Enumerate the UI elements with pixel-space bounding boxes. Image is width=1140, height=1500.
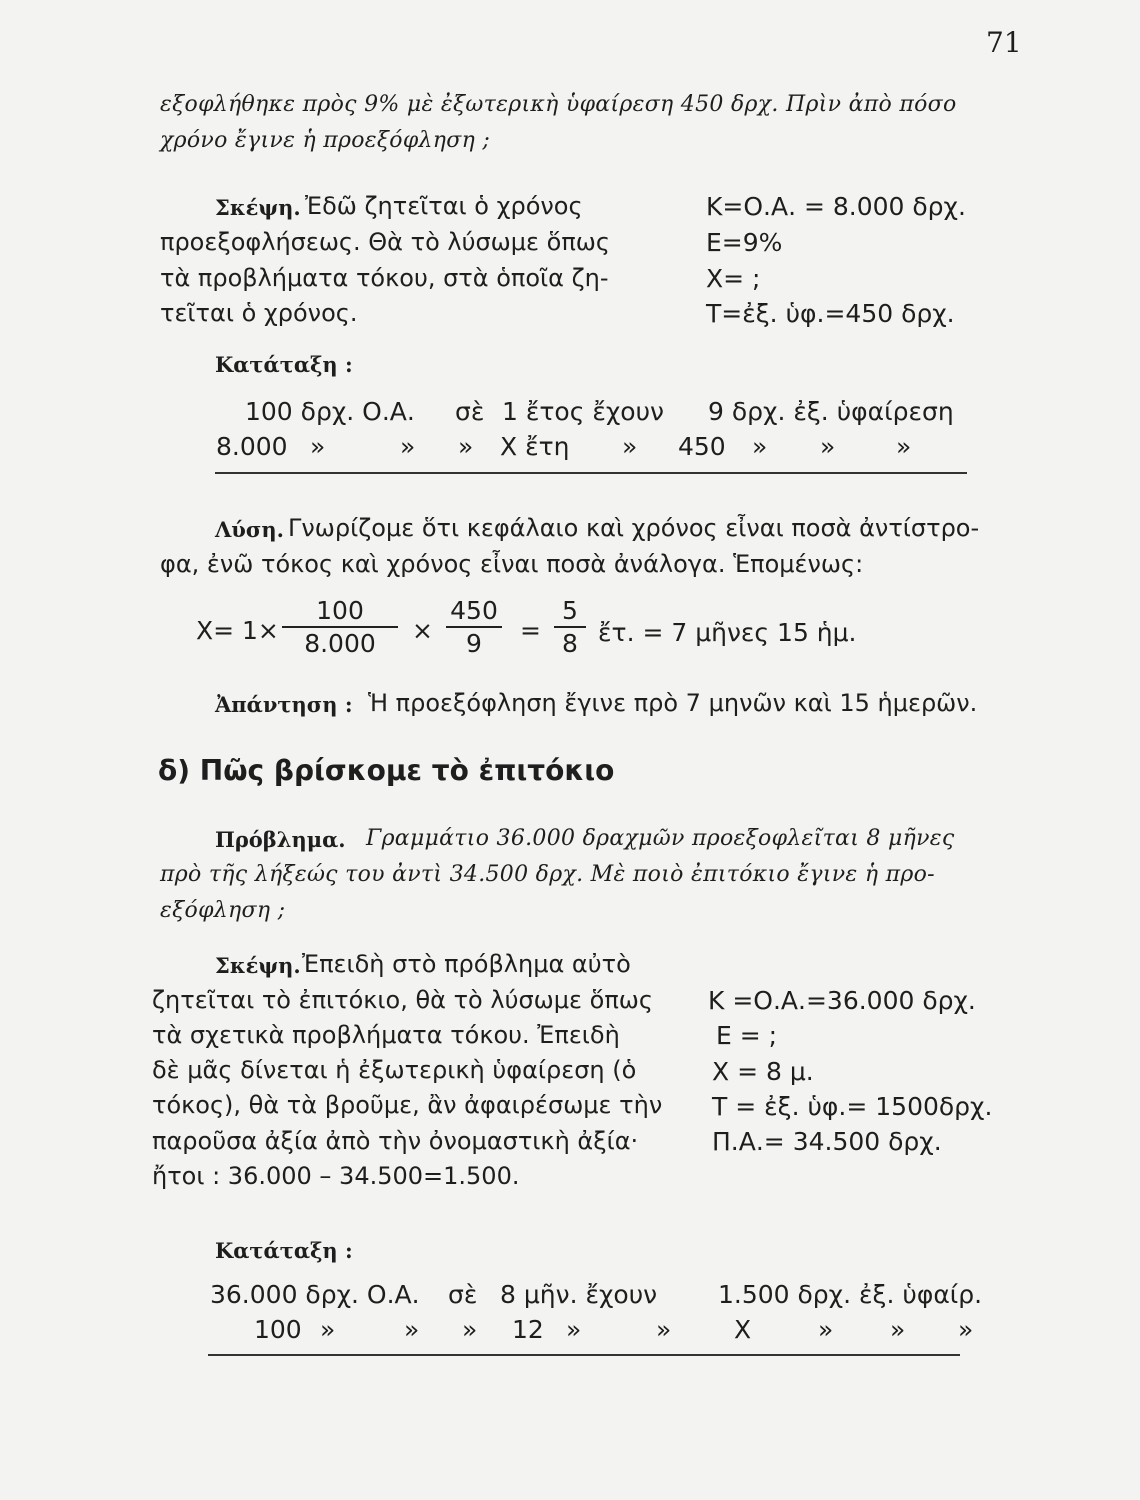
arrangement-1-row-2-e: Χ ἔτη xyxy=(500,432,570,461)
arrangement-1-row-1-b: σὲ xyxy=(455,397,485,426)
arrangement-2-rule xyxy=(208,1354,960,1356)
arrangement-1-row-2-a: 8.000 xyxy=(216,432,288,461)
thought-2-given-time: Χ = 8 μ. xyxy=(712,1057,814,1086)
arrangement-1-label: Κατάταξη : xyxy=(215,352,353,377)
thought-2-line-7: ἤτοι : 36.000 – 34.500=1.500. xyxy=(152,1162,520,1190)
arrangement-1-row-2-b: » xyxy=(310,432,326,461)
arrangement-1-row-1-c: 1 ἔτος ἔχουν xyxy=(502,397,665,426)
formula-lhs: Χ= 1× xyxy=(196,616,279,645)
thought-1-given-discount: Τ=ἐξ. ὑφ.=450 δρχ. xyxy=(706,299,955,328)
thought-2-line-6: παροῦσα ἀξία ἀπὸ τὴν ὀνομαστικὴ ἀξία· xyxy=(152,1127,639,1155)
thought-2-line-2: ζητεῖται τὸ ἐπιτόκιο, θὰ τὸ λύσωμε ὅπως xyxy=(152,986,653,1014)
thought-2-given-capital: Κ =Ο.Α.=36.000 δρχ. xyxy=(708,986,976,1015)
arrangement-2-row-2-h: Χ xyxy=(734,1315,752,1344)
thought-1-given-capital: Κ=Ο.Α. = 8.000 δρχ. xyxy=(706,192,966,221)
answer-label: Ἀπάντηση : xyxy=(215,692,353,717)
arrangement-2-row-2-b: » xyxy=(320,1315,336,1344)
thought-1-line-2: προεξοφλήσεως. Θὰ τὸ λύσωμε ὅπως xyxy=(160,228,610,256)
page-number: 71 xyxy=(986,26,1022,59)
intro-line-1: εξοφλήθηκε πρὸς 9% μὲ ἐξωτερικὴ ὑφαίρεση 450 δρχ. Πρὶν ἀπὸ πόσο xyxy=(160,92,957,117)
fraction-3-numerator: 5 xyxy=(554,596,586,628)
arrangement-1-row-2-f: » xyxy=(622,432,638,461)
arrangement-2-row-2-j: » xyxy=(890,1315,906,1344)
arrangement-2-row-1-a: 36.000 δρχ. Ο.Α. xyxy=(210,1280,420,1309)
arrangement-2-row-2-e: 12 xyxy=(512,1315,544,1344)
arrangement-1-rule xyxy=(215,472,967,474)
fraction-3-denominator: 8 xyxy=(562,629,578,658)
formula-fraction-2 xyxy=(446,596,502,660)
formula-fraction-1 xyxy=(282,596,398,660)
thought-1-given-time: Χ= ; xyxy=(706,264,761,293)
formula-times: × xyxy=(412,616,433,645)
thought-1-label: Σκέψη. xyxy=(215,195,301,220)
answer-text: Ἡ προεξόφληση ἔγινε πρὸ 7 μηνῶν καὶ 15 ἡμερῶν. xyxy=(368,689,978,717)
fraction-1-denominator: 8.000 xyxy=(304,629,376,658)
thought-2-given-rate: Ε = ; xyxy=(716,1021,778,1050)
solution-line-1: Γνωρίζομε ὅτι κεφάλαιο καὶ χρόνος εἶναι ποσὰ ἀντίστρο- xyxy=(288,514,980,542)
arrangement-2-row-2-i: » xyxy=(818,1315,834,1344)
formula-fraction-3 xyxy=(554,596,586,660)
arrangement-1-row-2-c: » xyxy=(400,432,416,461)
thought-2-line-3: τὰ σχετικὰ προβλήματα τόκου. Ἐπειδὴ xyxy=(152,1021,620,1049)
problem-line-2: πρὸ τῆς λήξεώς του ἀντὶ 34.500 δρχ. Μὲ ποιὸ ἐπιτόκιο ἔγινε ἡ προ- xyxy=(160,862,935,887)
thought-1-line-3: τὰ προβλήματα τόκου, στὰ ὁποῖα ζη- xyxy=(160,264,609,292)
thought-2-line-5: τόκος), θὰ τὰ βροῦμε, ἂν ἀφαιρέσωμε τὴν xyxy=(152,1091,663,1119)
thought-1-line-4: τεῖται ὁ χρόνος. xyxy=(160,299,358,327)
thought-2-line-4: δὲ μᾶς δίνεται ἡ ἐξωτερικὴ ὑφαίρεση (ὁ xyxy=(152,1056,637,1084)
thought-2-given-discount: Τ = ἐξ. ὑφ.= 1500δρχ. xyxy=(712,1092,993,1121)
solution-label: Λύση. xyxy=(215,517,284,542)
arrangement-2-row-1-d: 1.500 δρχ. ἐξ. ὑφαίρ. xyxy=(718,1280,983,1309)
formula-equals: = xyxy=(520,616,541,645)
arrangement-1-row-2-h: » xyxy=(752,432,768,461)
arrangement-2-row-2-c: » xyxy=(404,1315,420,1344)
arrangement-2-row-2-k: » xyxy=(958,1315,974,1344)
intro-line-2: χρόνο ἔγινε ἡ προεξόφληση ; xyxy=(160,128,491,153)
problem-line-3: εξόφληση ; xyxy=(160,898,286,923)
thought-2-label: Σκέψη. xyxy=(215,953,301,978)
problem-line-1: Γραμμάτιο 36.000 δραχμῶν προεξοφλεῖται 8 μῆνες xyxy=(366,826,955,851)
thought-2-line-1: Ἐπειδὴ στὸ πρόβλημα αὐτὸ xyxy=(302,950,631,978)
arrangement-2-row-2-a: 100 xyxy=(254,1315,302,1344)
arrangement-1-row-2-g: 450 xyxy=(678,432,726,461)
section-heading: δ) Πῶς βρίσκομε τὸ ἐπιτόκιο xyxy=(158,754,615,787)
formula-result: ἔτ. = 7 μῆνες 15 ἡμ. xyxy=(598,618,857,647)
fraction-1-numerator: 100 xyxy=(282,596,398,628)
thought-2-given-present-value: Π.Α.= 34.500 δρχ. xyxy=(712,1127,942,1156)
arrangement-2-row-2-f: » xyxy=(566,1315,582,1344)
arrangement-1-row-2-j: » xyxy=(896,432,912,461)
thought-1-given-rate: Ε=9% xyxy=(706,228,783,257)
arrangement-1-row-1-a: 100 δρχ. Ο.Α. xyxy=(245,397,415,426)
fraction-2-numerator: 450 xyxy=(446,596,502,628)
thought-1-line-1: Ἐδῶ ζητεῖται ὁ χρόνος xyxy=(305,192,583,220)
arrangement-2-row-1-c: 8 μῆν. ἔχουν xyxy=(500,1280,658,1309)
arrangement-1-row-1-d: 9 δρχ. ἐξ. ὑφαίρεση xyxy=(708,397,954,426)
fraction-2-denominator: 9 xyxy=(466,629,482,658)
solution-line-2: φα, ἐνῶ τόκος καὶ χρόνος εἶναι ποσὰ ἀνάλογα. Ἑπομένως: xyxy=(160,550,864,578)
arrangement-2-row-1-b: σὲ xyxy=(448,1280,478,1309)
arrangement-1-row-2-i: » xyxy=(820,432,836,461)
arrangement-2-label: Κατάταξη : xyxy=(215,1238,353,1263)
arrangement-2-row-2-g: » xyxy=(656,1315,672,1344)
problem-label: Πρόβλημα. xyxy=(215,827,346,852)
arrangement-2-row-2-d: » xyxy=(462,1315,478,1344)
arrangement-1-row-2-d: » xyxy=(458,432,474,461)
